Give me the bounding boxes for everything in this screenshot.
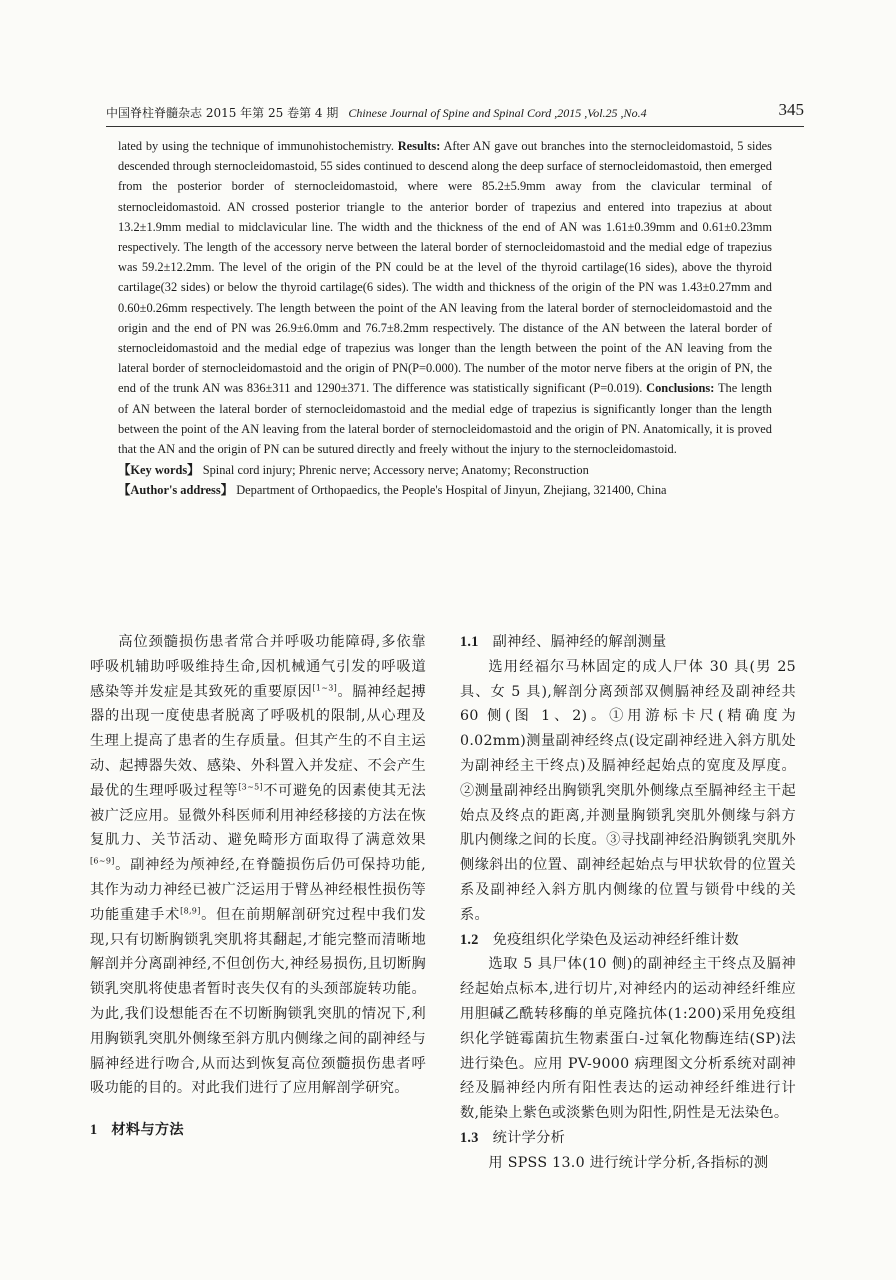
- subsection-title: 统计学分析: [492, 1129, 566, 1146]
- subsection-heading-1-1: [460, 630, 796, 655]
- intro-text: 不可避免的因素使其无法被广泛应用。显微外科医师利用神经移接的方法在恢复肌力、关节活动、避免畸形方面取得了满意效果: [90, 782, 426, 849]
- intro-text: 。膈神经起搏器的出现一度使患者脱离了呼吸机的限制,从心理及生理上提高了患者的生存质量。但其产生的不自主运动、起搏器失效、感染、外科置入并发症、不会产生最优的生理呼吸过程等: [90, 683, 426, 799]
- address-text: Department of Orthopaedics, the People's Hospital of Jinyun, Zhejiang, 321400, China: [236, 483, 667, 498]
- subsection-title: 免疫组织化学染色及运动神经纤维计数: [492, 931, 739, 948]
- abstract-body: [118, 136, 772, 459]
- keywords-text: Spinal cord injury; Phrenic nerve; Accessory nerve; Anatomy; Reconstruction: [202, 463, 589, 478]
- journal-title-en: Chinese Journal of Spine and Spinal Cord ,2015 ,Vol.25 ,No.4: [348, 106, 647, 120]
- running-header: [106, 102, 804, 127]
- author-address: [118, 480, 772, 500]
- subsection-title: 副神经、膈神经的解剖测量: [492, 634, 667, 650]
- subsection-1-2-text: 选取 5 具尸体(10 侧)的副神经主干终点及膈神经起始点标本,进行切片,对神经内的运动神经纤维应用胆碱乙酰转移酶的单克隆抗体(1:200)采用免疫组织化学链霉菌抗生物素蛋白-过氧化物酶连结(SP)法进行染色。应用 PV-9000 病理图文分析系统对副神经及膈神经内所有阳性表达的运动神经纤维进行计数,能染上紫色或淡紫色则为阳性,阴性是无法染色。: [460, 956, 796, 1122]
- keywords: [118, 460, 772, 480]
- journal-title-cn: 中国脊柱脊髓杂志 2015 年第 25 卷第 4 期: [106, 106, 339, 120]
- subsection-heading-1-2: [460, 928, 796, 953]
- conclusions-label: Conclusions:: [646, 381, 715, 396]
- citation-ref: [8,9]: [180, 906, 201, 916]
- right-column: [460, 630, 796, 1176]
- intro-text: 。但在前期解剖研究过程中我们发现,只有切断胸锁乳突肌将其翻起,才能完整而清晰地解剖并分离副神经,不但创伤大,神经易损伤,且切断胸锁乳突肌将使患者暂时丧失仅有的头颈部旋转功能。为此,我们设想能否在不切断胸锁乳突肌的情况下,利用胸锁乳突肌外侧缘至斜方肌内侧缘之间的副神经与膈神经进行吻合,从而达到恢复高位颈髓损伤患者呼吸功能的目的。对此我们进行了应用解剖学研究。: [90, 906, 426, 1097]
- english-abstract: [118, 136, 772, 501]
- journal-citation: [106, 102, 647, 124]
- keywords-label: 【Key words】: [118, 463, 200, 478]
- section-title: 材料与方法: [111, 1122, 184, 1139]
- section-number: 1: [90, 1122, 98, 1139]
- methods-tail: lated by using the technique of immunohistochemistry.: [118, 139, 394, 153]
- subsection-heading-1-3: [460, 1126, 796, 1151]
- intro-text: 高位颈髓损伤患者常合并呼吸功能障碍,多依靠呼吸机辅助呼吸维持生命,因机械通气引发的呼吸道感染等并发症是其致死的重要原因: [90, 634, 426, 700]
- section-heading-methods: [90, 1118, 426, 1143]
- citation-ref: [6~9]: [90, 856, 115, 866]
- subsection-1-3-text: 用 SPSS 13.0 进行统计学分析,各指标的测: [488, 1154, 769, 1171]
- subsection-number: 1.2: [460, 931, 479, 948]
- subsection-1-1-text: 选用经福尔马林固定的成人尸体 30 具(男 25 具、女 5 具),解剖分离颈部双侧膈神经及副神经共 60 侧(图 1、2)。①用游标卡尺(精确度为 0.02mm)测量副神经终点(设定副神经进入斜方肌处为副神经主干终点)及膈神经起始点的宽度及厚度。②测量副神经出胸锁乳突肌外侧缘点至膈神经主干起始点及终点的距离,并测量胸锁乳突肌外侧缘与斜方肌内侧缘之间的长度。③寻找副神经沿胸锁乳突肌外侧缘斜出的位置、副神经起始点与甲状软骨的位置关系及副神经入斜方肌内侧缘的位置与锁骨中线的关系。: [460, 658, 796, 923]
- subsection-number: 1.3: [460, 1129, 479, 1146]
- subsection-number: 1.1: [460, 634, 479, 650]
- intro-text: 。副神经为颅神经,在脊髓损伤后仍可保持功能,其作为动力神经已被广泛运用于臂丛神经根性损伤等功能重建手术: [90, 857, 426, 923]
- address-label: 【Author's address】: [118, 483, 234, 498]
- introduction-paragraph: [90, 630, 426, 1101]
- citation-ref: [1~3]: [312, 682, 338, 692]
- results-label: Results:: [397, 139, 441, 153]
- page-number: 345: [778, 100, 804, 119]
- left-column: [90, 630, 426, 1143]
- conclusions-text: The length of AN between the lateral border of sternocleidomastoid and the medial edge of trapezius is significantly longer than the length between the point of the AN leaving from the lateral border of sternocleidomastoid and the origin of PN. Anatomically, it is proved that the AN and the origin of PN can be sutured directly and freely without the injury to the sternocleidomastoid.: [118, 381, 772, 457]
- results-text: After AN gave out branches into the sternocleidomastoid, 5 sides descended through sternocleidomastoid, 55 sides continued to descend along the deep surface of sternocleidomastoid, then emerged from the posterior border of sternocleidomastoid, where were 85.2±5.9mm away from the clavicular terminal of sternocleidomastoid. AN crossed posterior triangle to the anterior border of trapezius and entered into trapezius at about 13.2±1.9mm medial to midclavicular line. The width and the thickness of the end of AN was 1.61±0.39mm and 0.61±0.23mm respectively. The length of the accessory nerve between the lateral border of sternocleidomastoid and the medial edge of trapezius was 59.2±12.2mm. The level of the origin of the PN could be at the level of the thyroid cartilage(16 sides), above the thyroid cartilage(32 sides) or below the thyroid cartilage(6 sides). The width and thickness of the origin of the PN was 1.43±0.27mm and 0.60±0.26mm respectively. The length between the point of the AN leaving from the lateral border of sternocleidomastoid and the origin and the end of PN was 26.9±6.0mm and 76.7±8.2mm respectively. The distance of the AN between the lateral border of sternocleidomastoid and the medial edge of trapezius was longer than the length between the point of the AN leaving from the lateral border of sternocleidomastoid and the origin of PN(P=0.000). The number of the motor nerve fibers at the origin of PN, the end of the trunk AN was 836±311 and 1290±371. The difference was statistically significant (P=0.019).: [118, 139, 772, 396]
- citation-ref: [3~5]: [238, 782, 263, 792]
